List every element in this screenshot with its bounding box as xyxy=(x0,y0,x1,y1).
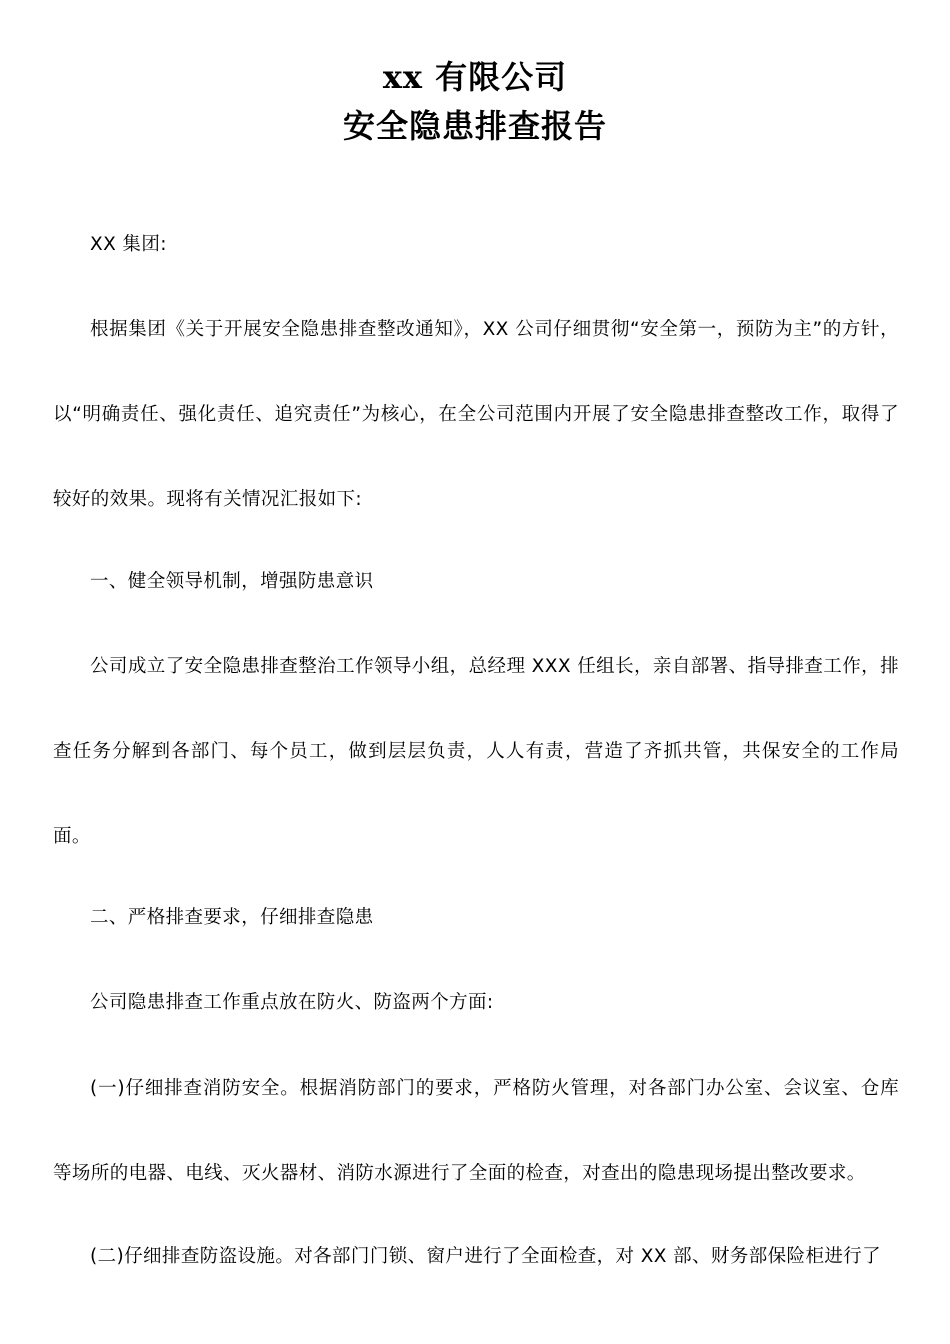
section-heading-2: 二、严格排查要求，仔细排查隐患 xyxy=(90,907,374,928)
paragraph-leadership: 公司成立了安全隐患排查整治工作领导小组，总经理 XXX 任组长，亲自部署、指导排查工作，排查任务分解到各部门、每个员工，做到层层负责，人人有责，营造了齐抓共管，共保安全的工作局面。 xyxy=(53,656,899,847)
paragraph-fire-safety: (一)仔细排查消防安全。根据消防部门的要求，严格防火管理，对各部门办公室、会议室、仓库等场所的电器、电线、灭火器材、消防水源进行了全面的检查，对查出的隐患现场提出整改要求。 xyxy=(53,1078,899,1184)
document-title-report: 安全隐患排查报告 xyxy=(342,107,607,145)
document-title-company: xx 有限公司 xyxy=(382,58,568,96)
salutation: XX 集团: xyxy=(90,234,167,255)
section-heading-1: 一、健全领导机制，增强防患意识 xyxy=(90,571,374,592)
paragraph-focus: 公司隐患排查工作重点放在防火、防盗两个方面: xyxy=(90,992,494,1013)
paragraph-intro: 根据集团《关于开展安全隐患排查整改通知》，XX 公司仔细贯彻“安全第一，预防为主”的方针，以“明确责任、强化责任、追究责任”为核心，在全公司范围内开展了安全隐患排查整改工作，取得了较好的效果。现将有关情况汇报如下: xyxy=(53,319,899,510)
paragraph-theft-prevention: (二)仔细排查防盗设施。对各部门门锁、窗户进行了全面检查，对 XX 部、财务部保险柜进行了 xyxy=(90,1246,882,1267)
